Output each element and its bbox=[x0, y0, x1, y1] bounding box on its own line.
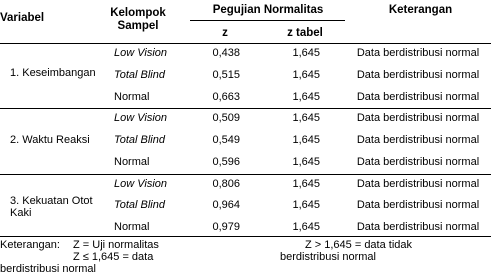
footnote-rule-gt: Z > 1,645 = data tidak bbox=[305, 239, 413, 251]
variable-label: 2. Waktu Reaksi bbox=[10, 134, 90, 146]
header-kelompok bbox=[108, 7, 168, 33]
z-tabel-cell: 1,645 bbox=[292, 134, 320, 146]
z-tabel-cell: 1,645 bbox=[292, 47, 320, 59]
sample-cell: Low Vision bbox=[114, 47, 167, 59]
z-cell: 0,509 bbox=[212, 112, 240, 124]
footnote-rule-le: Z ≤ 1,645 = data bbox=[73, 251, 154, 263]
keterangan-cell: Data berdistribusi normal bbox=[356, 134, 480, 146]
z-tabel-cell: 1,645 bbox=[292, 156, 320, 168]
group-rule bbox=[0, 108, 491, 109]
header-z: z bbox=[222, 27, 228, 39]
header-pengujian: Pegujian Normalitas bbox=[212, 4, 324, 16]
footnote-rule-gt-cont: berdistribusi normal bbox=[280, 251, 376, 263]
keterangan-cell: Data berdistribusi normal bbox=[356, 91, 480, 103]
z-tabel-cell: 1,645 bbox=[292, 69, 320, 81]
keterangan-cell: Data berdistribusi normal bbox=[356, 221, 480, 233]
sample-cell: Total Blind bbox=[114, 69, 165, 81]
sample-cell: Low Vision bbox=[114, 178, 167, 190]
header-z-tabel: z tabel bbox=[287, 27, 323, 39]
keterangan-cell: Data berdistribusi normal bbox=[356, 156, 480, 168]
keterangan-cell: Data berdistribusi normal bbox=[356, 112, 480, 124]
table-bottom-rule bbox=[0, 236, 491, 237]
z-tabel-cell: 1,645 bbox=[292, 112, 320, 124]
variable-label-line1: 3. Kekuatan Otot bbox=[10, 195, 93, 207]
z-tabel-cell: 1,645 bbox=[292, 221, 320, 233]
footnote-rule-le-cont: berdistribusi normal bbox=[0, 263, 96, 275]
header-kelompok-line1: Kelompok bbox=[110, 7, 166, 19]
z-cell: 0,663 bbox=[212, 91, 240, 103]
z-cell: 0,806 bbox=[212, 178, 240, 190]
z-tabel-cell: 1,645 bbox=[292, 178, 320, 190]
sample-cell: Low Vision bbox=[114, 112, 167, 124]
header-keterangan: Keterangan bbox=[388, 4, 453, 16]
sample-cell: Normal bbox=[114, 221, 150, 233]
variable-label-line2: Kaki bbox=[10, 207, 32, 219]
group-rule bbox=[0, 174, 491, 175]
z-cell: 0,979 bbox=[212, 221, 240, 233]
footnote-label: Keterangan: bbox=[0, 239, 60, 251]
sample-cell: Normal bbox=[114, 91, 150, 103]
keterangan-cell: Data berdistribusi normal bbox=[356, 69, 480, 81]
z-cell: 0,515 bbox=[212, 69, 240, 81]
header-subrule bbox=[190, 20, 345, 21]
variable-label: 1. Keseimbangan bbox=[10, 67, 96, 79]
footnote-z-def: Z = Uji normalitas bbox=[73, 239, 159, 251]
keterangan-cell: Data berdistribusi normal bbox=[356, 178, 480, 190]
header-variabel: Variabel bbox=[0, 12, 45, 24]
z-tabel-cell: 1,645 bbox=[292, 91, 320, 103]
z-cell: 0,549 bbox=[212, 134, 240, 146]
header-bottom-rule bbox=[0, 43, 491, 44]
z-cell: 0,438 bbox=[212, 47, 240, 59]
z-cell: 0,596 bbox=[212, 156, 240, 168]
z-tabel-cell: 1,645 bbox=[292, 199, 320, 211]
header-kelompok-line2: Sampel bbox=[117, 20, 159, 32]
z-cell: 0,964 bbox=[212, 199, 240, 211]
keterangan-cell: Data berdistribusi normal bbox=[356, 47, 480, 59]
sample-cell: Total Blind bbox=[114, 134, 165, 146]
sample-cell: Normal bbox=[114, 156, 150, 168]
sample-cell: Total Blind bbox=[114, 199, 165, 211]
keterangan-cell: Data berdistribusi normal bbox=[356, 199, 480, 211]
